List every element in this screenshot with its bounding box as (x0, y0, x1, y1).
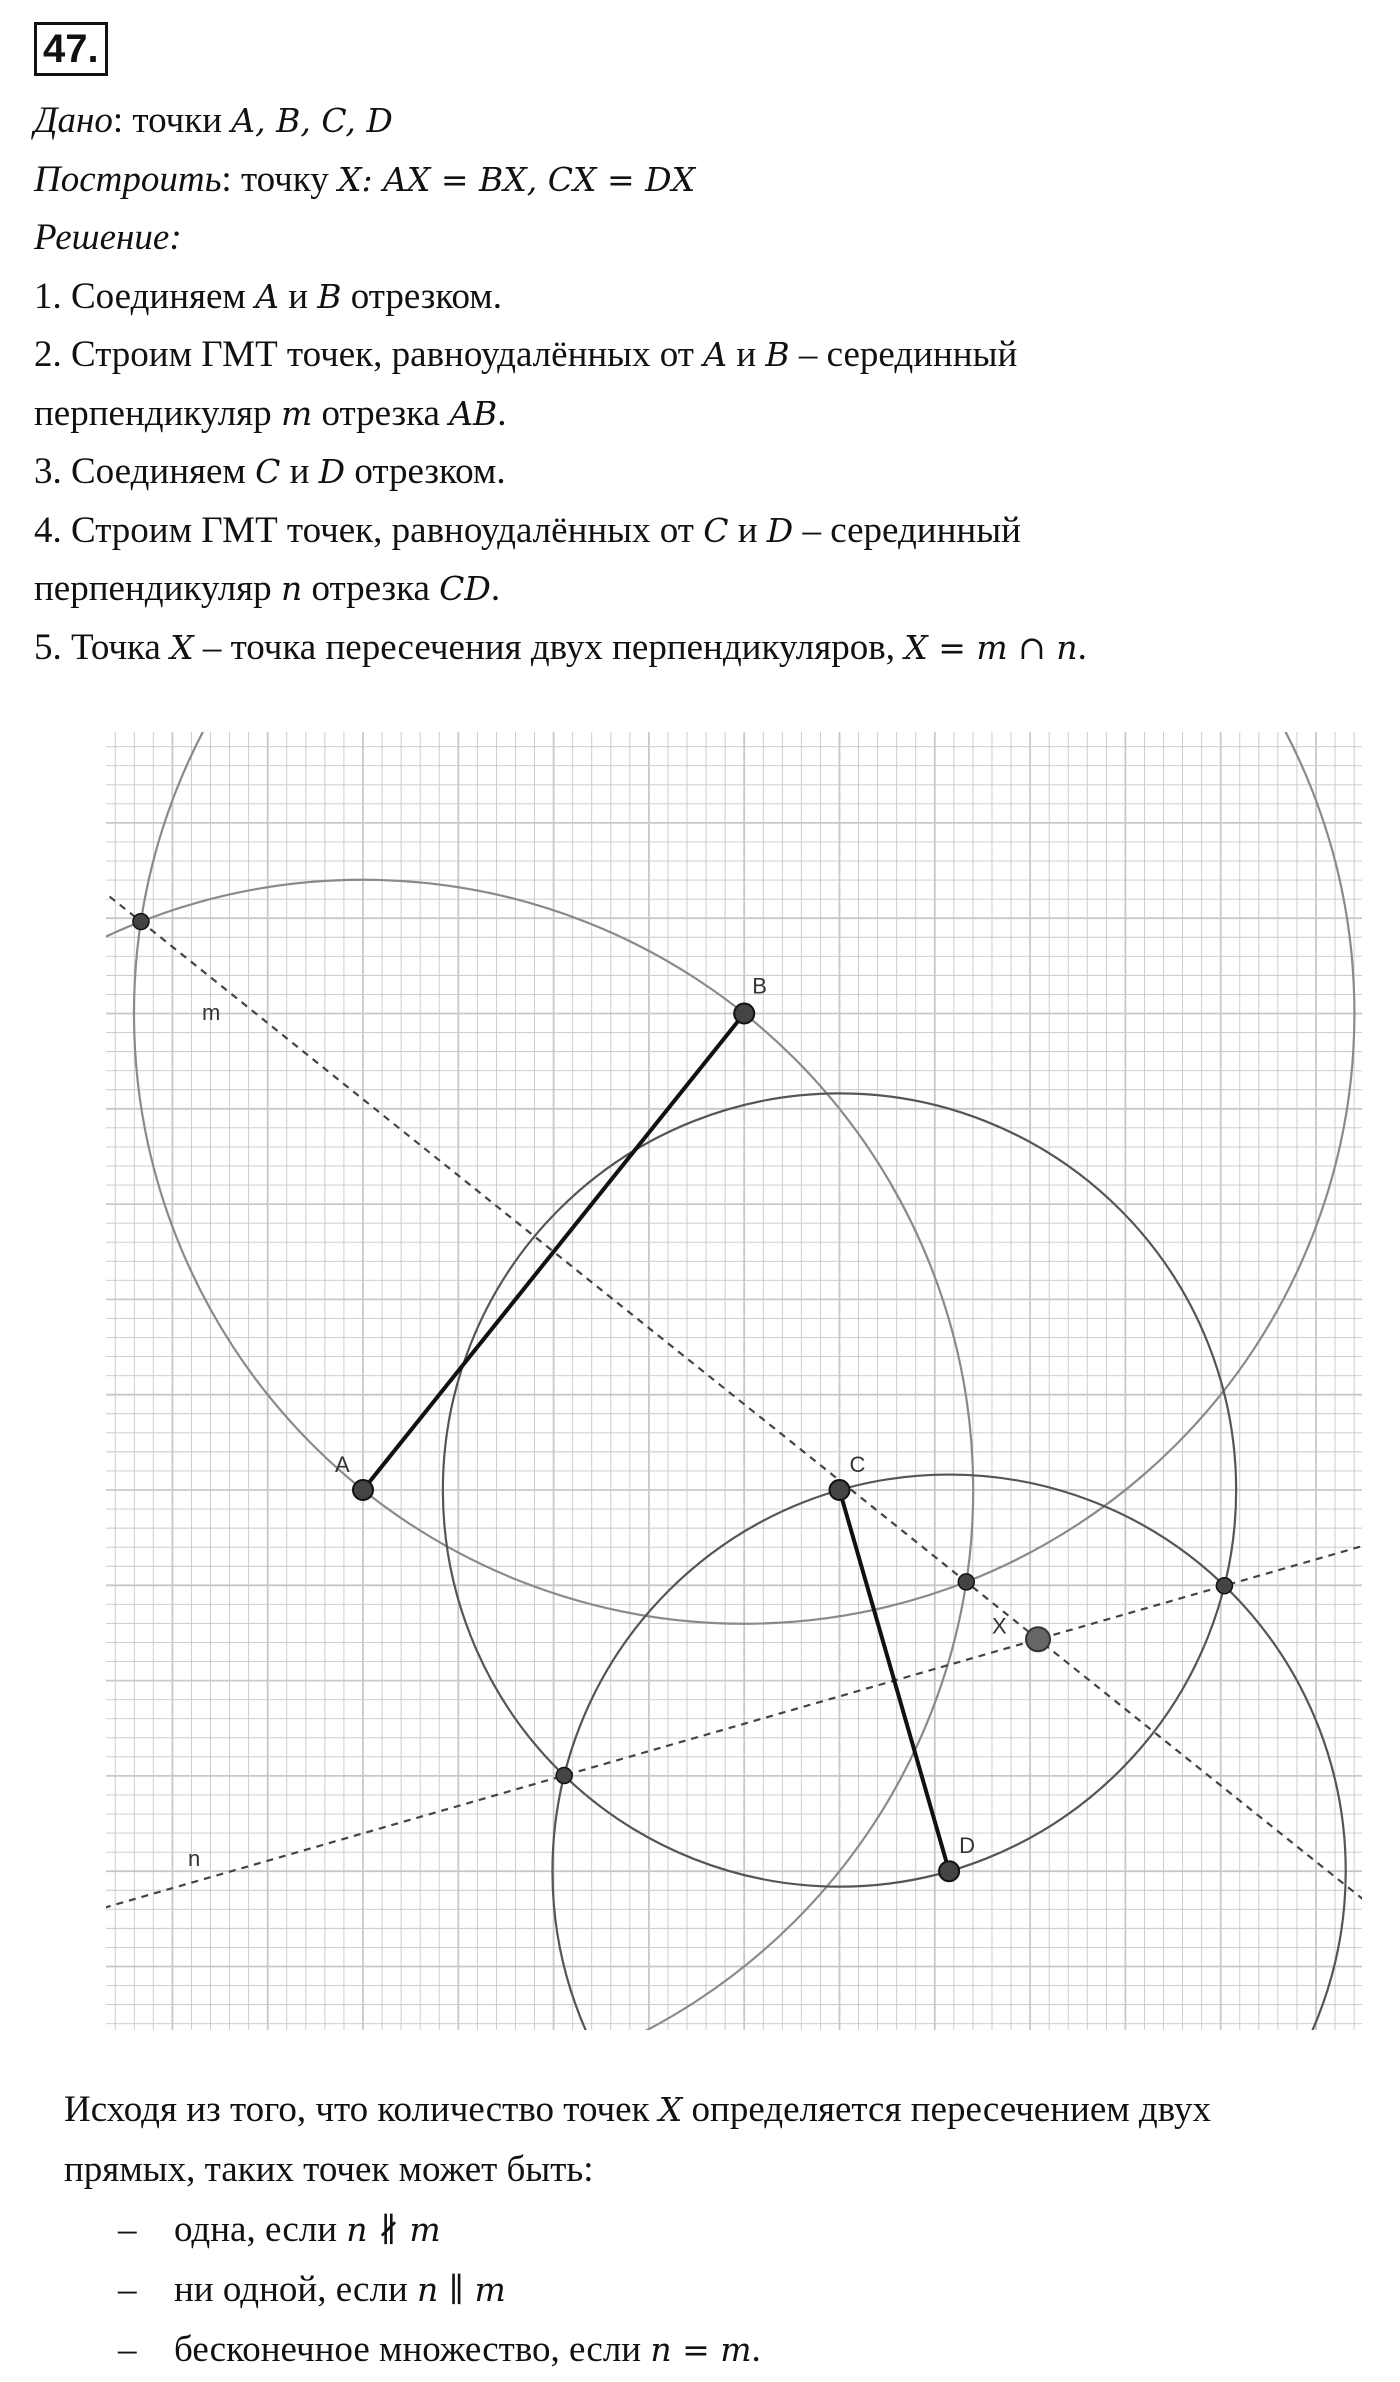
circle-intersection-point (1216, 1578, 1232, 1594)
dash-marker: – (118, 2269, 137, 2310)
given-label: Дано (34, 100, 113, 141)
step-text: . (490, 568, 501, 609)
step-text: и (280, 451, 319, 492)
circle-intersection-point (958, 1574, 974, 1590)
conclusion-text-b: определяется пересечением двух (682, 2089, 1211, 2130)
conclusion (64, 2080, 1384, 2380)
label-d: D (959, 1833, 975, 1859)
step-text: 1. Соединяем (34, 275, 256, 317)
step-text: и (278, 275, 318, 317)
label-x: X (992, 1613, 1007, 1639)
given-points: A, B, C, D (231, 101, 393, 140)
step-math: m (280, 393, 313, 433)
conclusion-text-a: Исходя из того, что количество точек (64, 2089, 659, 2130)
step-text: . (1077, 626, 1087, 668)
item-text: бесконечное множество, если (174, 2329, 651, 2370)
step-math: A (255, 276, 279, 316)
step-math: C (255, 452, 281, 491)
conclusion-x: X (658, 2090, 683, 2129)
label-b: B (752, 973, 767, 999)
step-text: отрезка (312, 392, 450, 434)
step-text: 5. Точка (34, 626, 171, 668)
dash-marker: – (118, 2209, 137, 2250)
construction-circle (552, 1475, 1345, 2060)
point-b (734, 1004, 754, 1024)
step-text: перпендикуляр (34, 568, 281, 609)
step-text: – серединный (789, 334, 1018, 375)
label-c: C (849, 1452, 866, 1477)
label-n: n (188, 1846, 201, 1871)
label-m: m (202, 1000, 221, 1025)
construct-label: Построить (34, 158, 222, 200)
point-c (830, 1480, 850, 1500)
conclusion-line-1 (64, 2080, 1384, 2140)
conclusion-line-2: прямых, таких точек может быть: (64, 2149, 594, 2190)
item-text: ни одной, если (174, 2269, 417, 2310)
step-text: и (727, 334, 766, 375)
problem-number: 47. (34, 22, 108, 76)
step-text: перпендикуляр (34, 392, 281, 434)
step-text: – серединный (793, 509, 1021, 551)
step-text: отрезком. (341, 275, 502, 317)
step-text: . (497, 392, 507, 434)
step-math: A (703, 335, 728, 374)
step-text: и (728, 509, 767, 551)
step-text: 4. Строим ГМТ точек, равноудалённых от (34, 509, 704, 551)
item-math: n ∦ m (346, 2210, 441, 2249)
step-text: отрезком. (345, 451, 506, 492)
item-end: . (751, 2329, 761, 2370)
step-math: D (766, 510, 794, 550)
step-text: – точка пересечения двух перпендикуляров, (193, 626, 905, 668)
step-math: n (280, 569, 303, 608)
step-math: CD (439, 569, 491, 608)
conclusion-item (64, 2320, 1384, 2380)
step-math: X = m ∩ n (904, 627, 1078, 667)
dash-marker: – (118, 2329, 137, 2370)
step-math: B (765, 335, 790, 374)
circle-intersection-point (556, 1768, 572, 1784)
conclusion-item (64, 2260, 1384, 2320)
point-a (353, 1480, 373, 1500)
step-math: AB (449, 393, 498, 433)
solution-label: Решение: (34, 217, 182, 258)
item-math: n = m (650, 2330, 752, 2369)
item-text: одна, если (174, 2209, 347, 2250)
point-d (939, 1861, 959, 1881)
point-x (1026, 1627, 1050, 1651)
step-math: D (318, 452, 346, 491)
construction-circle (0, 880, 973, 2060)
conclusion-item (64, 2200, 1384, 2260)
given-text: : точки (112, 100, 232, 141)
step-math: B (317, 276, 342, 316)
item-math: n ∥ m (417, 2270, 506, 2309)
step-text: 2. Строим ГМТ точек, равноудалённых от (34, 334, 704, 375)
construct-expr: X: AX = BX, CX = DX (338, 159, 696, 199)
circle-intersection-point (133, 914, 149, 930)
label-a: A (335, 1452, 350, 1477)
step-math: X (170, 627, 194, 667)
step-text: 3. Соединяем (34, 451, 256, 492)
step-text: отрезка (302, 568, 440, 609)
construct-text: : точку (221, 158, 338, 200)
step-math: C (703, 510, 729, 550)
